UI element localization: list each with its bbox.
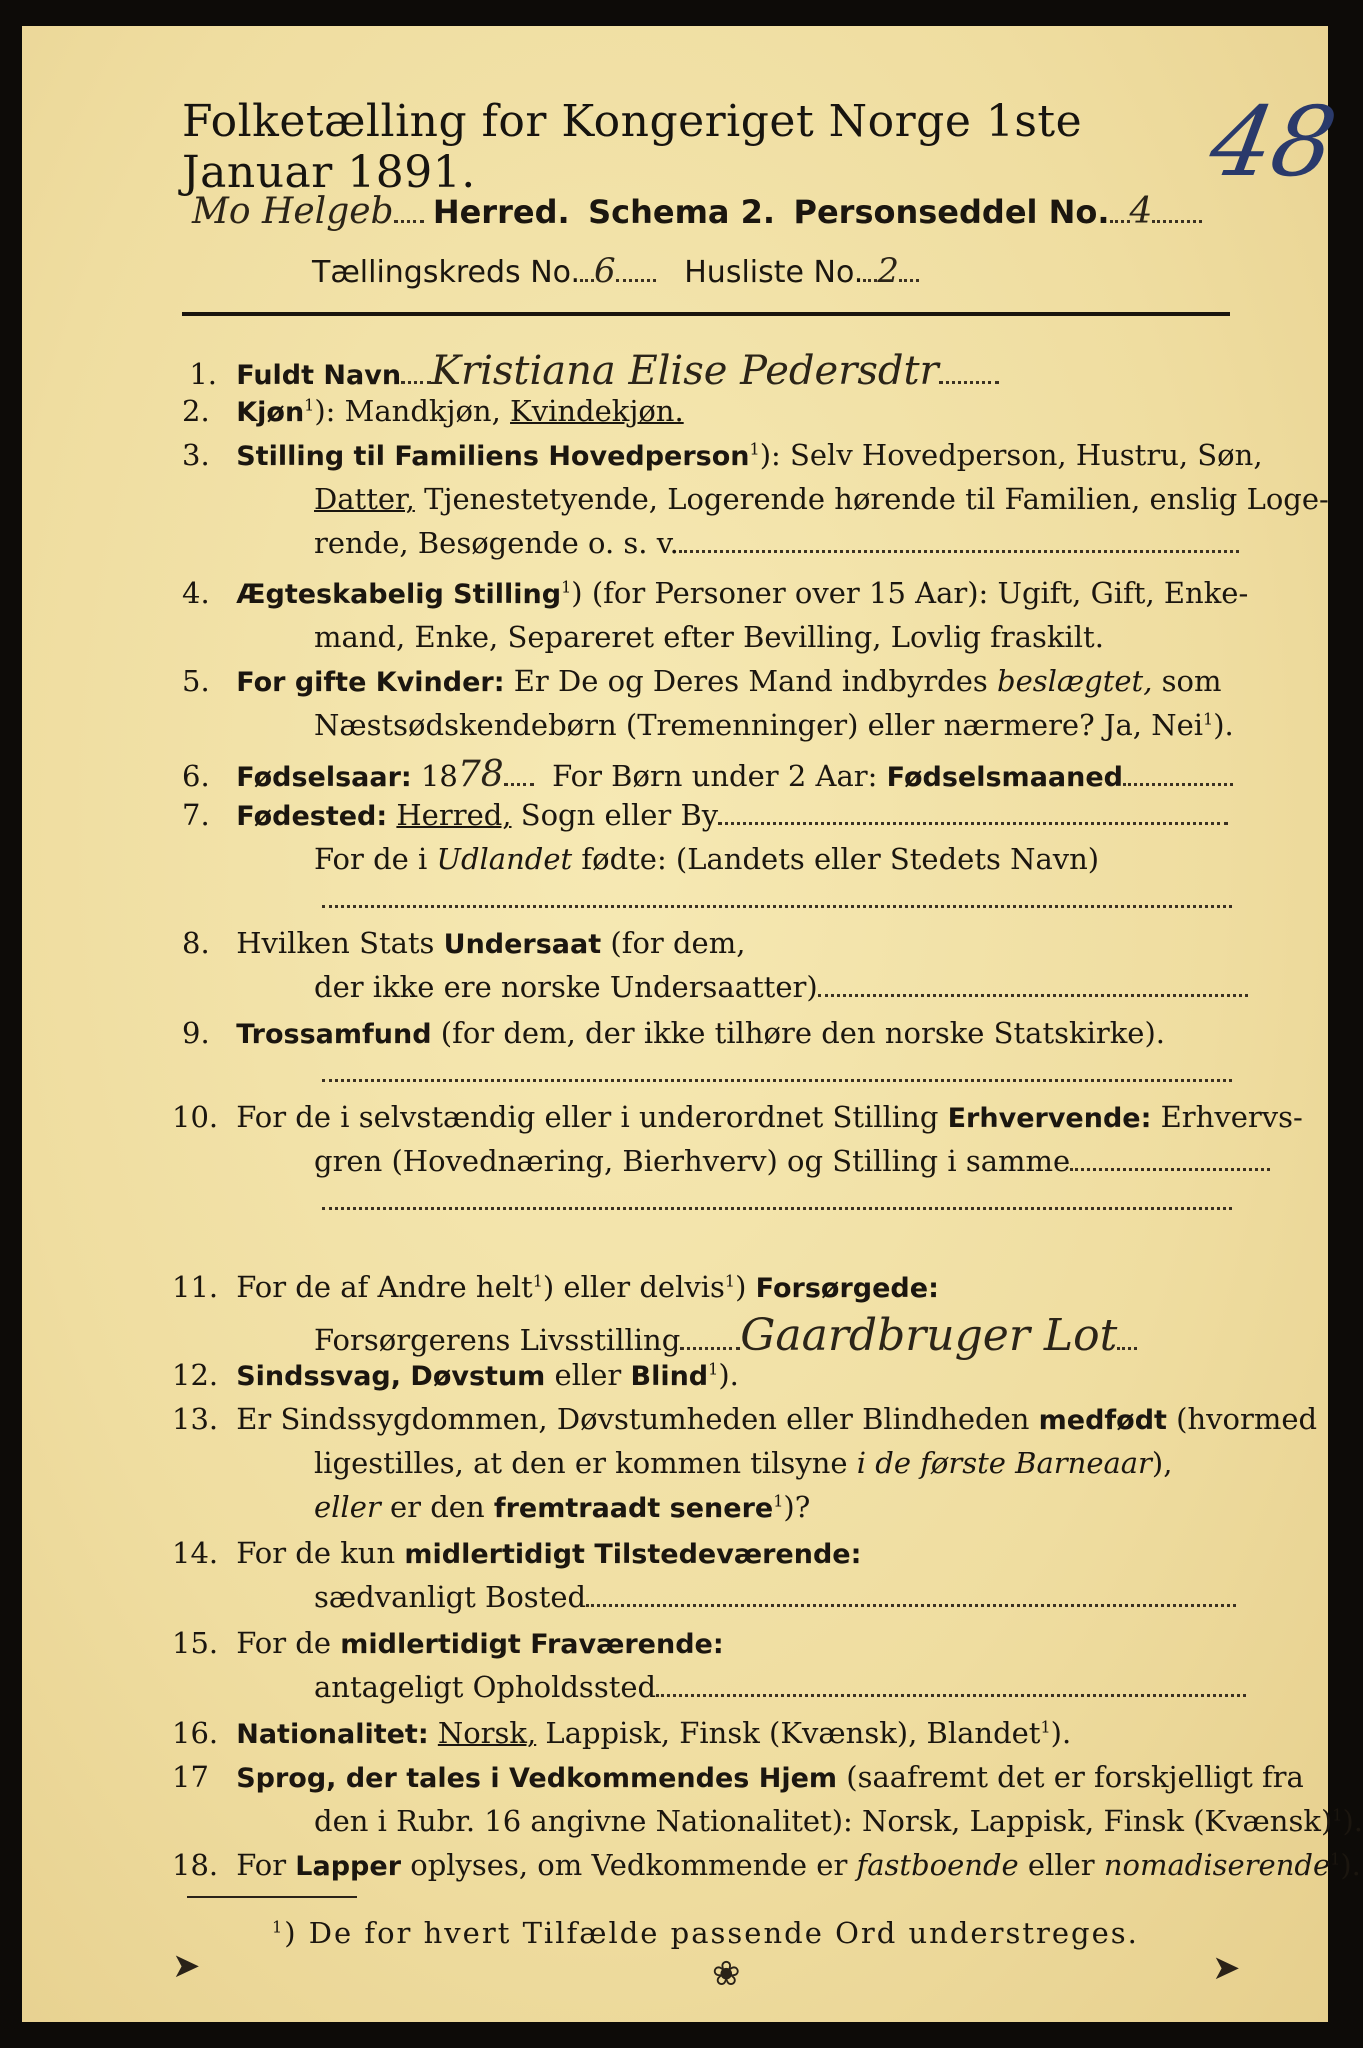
udland-text: For de i (314, 842, 437, 876)
medfodt-text-b: (hvormed (1166, 1402, 1318, 1436)
item-number: 15. (172, 1626, 219, 1660)
herred-label: Herred. (432, 193, 570, 231)
stilling-label: Stilling til Familiens Hovedperson (236, 441, 750, 472)
footnote-marker: 1 (708, 1359, 719, 1379)
aegteskab-options: ) (for Personer over 15 Aar): Ugift, Gift, Enke- (571, 576, 1249, 610)
nationalitet-options: Lappisk, Finsk (Kvænsk), Blandet (536, 1716, 1041, 1750)
spacer (429, 1716, 438, 1750)
fravaer-label: midlertidigt Fraværende: (340, 1629, 724, 1660)
undersaat-text-b: (for dem, (601, 926, 746, 960)
stilling-options: ): Selv Hovedperson, Hustru, Søn, (759, 438, 1263, 472)
item-number: 8. (182, 926, 210, 960)
header-rule (182, 312, 1230, 316)
footnote-marker: 1 (561, 577, 572, 597)
aegteskab-options-2: mand, Enke, Separeret efter Bevilling, Lovlig fraskilt. (314, 620, 1104, 654)
barneaar-italic: i de første Barneaar (856, 1446, 1152, 1480)
item-13 (172, 1402, 1317, 1436)
footnote-rule (187, 1896, 357, 1898)
medfodt-text-2b: ), (1151, 1446, 1173, 1480)
item-number: 16. (172, 1716, 219, 1750)
item-number: 17 (172, 1760, 209, 1794)
year-value: 78 (457, 754, 504, 795)
opholdssted-label: antageligt Opholdssted (314, 1670, 657, 1704)
fastboende-italic: fastboende (856, 1848, 1019, 1882)
fodested-selected: Herred, (396, 798, 512, 832)
medfodt-text-3: er den (380, 1490, 494, 1524)
item-18 (172, 1848, 1361, 1882)
kreds-label: Tællingskreds No. (312, 255, 580, 290)
item-11-line2 (314, 1310, 1137, 1361)
kreds-line (312, 251, 919, 291)
sindssvag-label: Sindssvag, Døvstum (236, 1361, 546, 1392)
item-3 (182, 438, 1263, 472)
husliste-label: Husliste No. (684, 255, 864, 290)
closing-paren: ). (1213, 708, 1234, 742)
blank-line (322, 1078, 1232, 1082)
item-16 (172, 1716, 1071, 1750)
footnote-marker: 1 (1203, 709, 1214, 729)
item-9 (182, 1016, 1165, 1050)
item-number: 1. (189, 357, 217, 391)
stilling-selected: Datter, (314, 482, 415, 516)
item-number: 12. (172, 1358, 219, 1392)
binding-mark-icon: ❀ (712, 1954, 741, 1994)
forsorget-text-b: ) eller delvis (542, 1270, 725, 1304)
fodested-label: Fødested: (236, 801, 388, 832)
binding-mark-icon: ➤ (1212, 1948, 1241, 1988)
forsorget-label: Forsørgede: (755, 1273, 939, 1304)
undersaat-label: Undersaat (443, 929, 602, 960)
census-form-sheet (22, 26, 1363, 2022)
stilling-options-2: Tjenestetyende, Logerende hørende til Familien, enslig Loge- (414, 482, 1329, 516)
item-number: 13. (172, 1402, 219, 1436)
fodselsmaaned-label: Fødselsmaaned (886, 762, 1123, 793)
lapper-text-b: oplyses, om Vedkommende er (401, 1848, 857, 1882)
item-17 (172, 1760, 1304, 1794)
binding-mark-icon: ➤ (172, 1946, 201, 1986)
kjon-selected: Kvindekjøn. (510, 394, 684, 428)
item-2 (182, 394, 684, 428)
personseddel-label: Personseddel No. (793, 193, 1110, 231)
item-1 (182, 348, 999, 394)
footnote-marker: 1 (272, 1917, 285, 1937)
item-10-line2 (314, 1144, 1270, 1178)
item-number: 5. (182, 664, 210, 698)
medfodt-text-2: ligestilles, at den er kommen tilsyne (314, 1446, 857, 1480)
barn-text: For Børn under 2 Aar: (552, 759, 878, 793)
full-name-label: Fuldt Navn (236, 360, 402, 391)
trossamfund-label: Trossamfund (236, 1019, 432, 1050)
fravaer-text: For de (236, 1626, 341, 1660)
item-15-line2 (314, 1670, 1246, 1704)
year-prefix: 18 (420, 759, 458, 793)
item-number: 14. (172, 1536, 219, 1570)
item-5 (182, 664, 1221, 698)
item-3-line3 (314, 526, 1239, 560)
livsstilling-value: Gaardbruger Lot (740, 1310, 1118, 1361)
footnote-marker: 1 (773, 1491, 784, 1511)
item-number: 4. (182, 576, 210, 610)
closing-paren: ). (1050, 1716, 1072, 1750)
item-3-line2 (314, 482, 1329, 516)
item-number: 11. (172, 1270, 219, 1304)
blind-label: Blind (630, 1361, 709, 1392)
gifte-label: For gifte Kvinder: (236, 667, 505, 698)
item-number: 3. (182, 438, 210, 472)
herred-value: Mo Helgeb (192, 191, 394, 232)
livsstilling-label: Forsørgerens Livsstilling (314, 1323, 681, 1357)
tilstede-text: For de kun (236, 1536, 405, 1570)
sprog-text: (saafremt det er forskjelligt fra (837, 1760, 1304, 1794)
kjon-options: ): Mandkjøn, (314, 394, 511, 428)
gifte-text-b: som (1152, 664, 1222, 698)
sprog-text-2: den i Rubr. 16 angivne Nationalitet): Norsk, Lappisk, Finsk (Kvænsk) (314, 1804, 1333, 1838)
medfodt-text: Er Sindssygdommen, Døvstumheden eller Blindheden (236, 1402, 1039, 1436)
item-4-line2 (314, 620, 1104, 654)
item-13-line2 (314, 1446, 1172, 1480)
item-13-line3 (314, 1490, 810, 1524)
footnote-marker: 1 (1332, 1805, 1343, 1825)
fodselsaar-label: Fødselsaar: (236, 762, 412, 793)
stilling-options-3: rende, Besøgende o. s. v. (314, 526, 679, 560)
item-number: 18. (172, 1848, 219, 1882)
item-7-line2 (314, 842, 1099, 876)
erhverv-label: Erhvervende: (947, 1103, 1152, 1134)
undersaat-text: Hvilken Stats (236, 926, 444, 960)
lapper-label: Lapper (295, 1851, 402, 1882)
husliste-value: 2 (877, 251, 899, 291)
lapper-text-c: eller (1018, 1848, 1104, 1882)
herred-line (192, 191, 1202, 232)
bosted-label: sædvanligt Bosted (314, 1580, 587, 1614)
aegteskab-label: Ægteskabelig Stilling (236, 579, 562, 610)
senere-label: fremtraadt senere (493, 1493, 774, 1524)
trossamfund-text: (for dem, der ikke tilhøre den norske Statskirke). (431, 1016, 1165, 1050)
forsorget-text: For de af Andre helt (236, 1270, 533, 1304)
footnote-marker: 1 (724, 1271, 736, 1291)
item-7 (182, 798, 1228, 832)
fodested-options: Sogn eller By (511, 798, 719, 832)
footnote-marker: 1 (532, 1271, 543, 1291)
corner-number: 48 (1202, 86, 1345, 198)
footnote-text: ) De for hvert Tilfælde passende Ord understreges. (284, 1916, 1139, 1950)
udland-italic: Udlandet (436, 842, 573, 876)
item-number: 10. (172, 1100, 219, 1134)
gifte-text-2: Næstsødskendebørn (Tremenninger) eller nærmere? Ja, Nei (314, 708, 1204, 742)
erhverv-text: For de i selvstændig eller i underordnet Stilling (236, 1100, 948, 1134)
nationalitet-label: Nationalitet: (236, 1719, 429, 1750)
closing-paren: ). (718, 1358, 739, 1392)
sprog-label: Sprog, der tales i Vedkommendes Hjem (236, 1763, 838, 1794)
item-17-line2 (314, 1804, 1363, 1838)
closing-paren: ). (1340, 1848, 1361, 1882)
item-8 (182, 926, 745, 960)
schema-label: Schema 2. (588, 193, 776, 231)
item-4 (182, 576, 1248, 610)
eller-italic: eller (314, 1490, 381, 1524)
nationalitet-selected: Norsk, (437, 1716, 537, 1750)
item-number: 7. (182, 798, 210, 832)
kjon-label: Kjøn (236, 397, 305, 428)
erhverv-text-b: Erhvervs- (1151, 1100, 1303, 1134)
item-6 (182, 754, 1233, 795)
medfodt-end: )? (783, 1490, 811, 1524)
item-14-line2 (314, 1580, 1236, 1614)
item-14 (172, 1536, 861, 1570)
gifte-italic: beslægtet, (997, 664, 1153, 698)
footnote-marker: 1 (1040, 1717, 1051, 1737)
footnote-marker: 1 (1330, 1849, 1341, 1869)
item-12 (172, 1358, 739, 1392)
item-8-line2 (314, 970, 1248, 1004)
item-15 (172, 1626, 724, 1660)
gifte-text: Er De og Deres Mand indbyrdes (504, 664, 998, 698)
erhverv-text-2: gren (Hovednæring, Bierhverv) og Stilling i samme (314, 1144, 1071, 1178)
item-number: 2. (182, 394, 210, 428)
item-10 (172, 1100, 1303, 1134)
footnote-marker: 1 (304, 395, 315, 415)
undersaat-text-2: der ikke ere norske Undersaatter) (314, 970, 818, 1004)
nomadiserende-italic: nomadiserende (1103, 1848, 1331, 1882)
item-11 (172, 1270, 939, 1304)
item-number: 6. (182, 759, 210, 793)
medfodt-label: medfødt (1038, 1405, 1167, 1436)
tilstede-label: midlertidigt Tilstedeværende: (404, 1539, 862, 1570)
lapper-text: For (236, 1848, 296, 1882)
form-title: Folketælling for Kongeriget Norge 1ste Januar 1891. (182, 96, 1083, 198)
sindssvag-text: eller (545, 1358, 631, 1392)
blank-line (322, 1206, 1232, 1210)
footnote-marker: 1 (749, 439, 760, 459)
udland-text-b: fødte: (Landets eller Stedets Navn) (572, 842, 1100, 876)
item-5-line2 (314, 708, 1234, 742)
kreds-value: 6 (594, 251, 616, 291)
full-name-value: Kristiana Elise Pedersdtr (431, 348, 939, 394)
blank-line (322, 904, 1232, 908)
personseddel-value: 4 (1129, 191, 1153, 232)
item-number: 9. (182, 1016, 210, 1050)
footnote (272, 1916, 1139, 1950)
forsorget-text-c: ) (735, 1270, 756, 1304)
closing-paren: ). (1342, 1804, 1363, 1838)
